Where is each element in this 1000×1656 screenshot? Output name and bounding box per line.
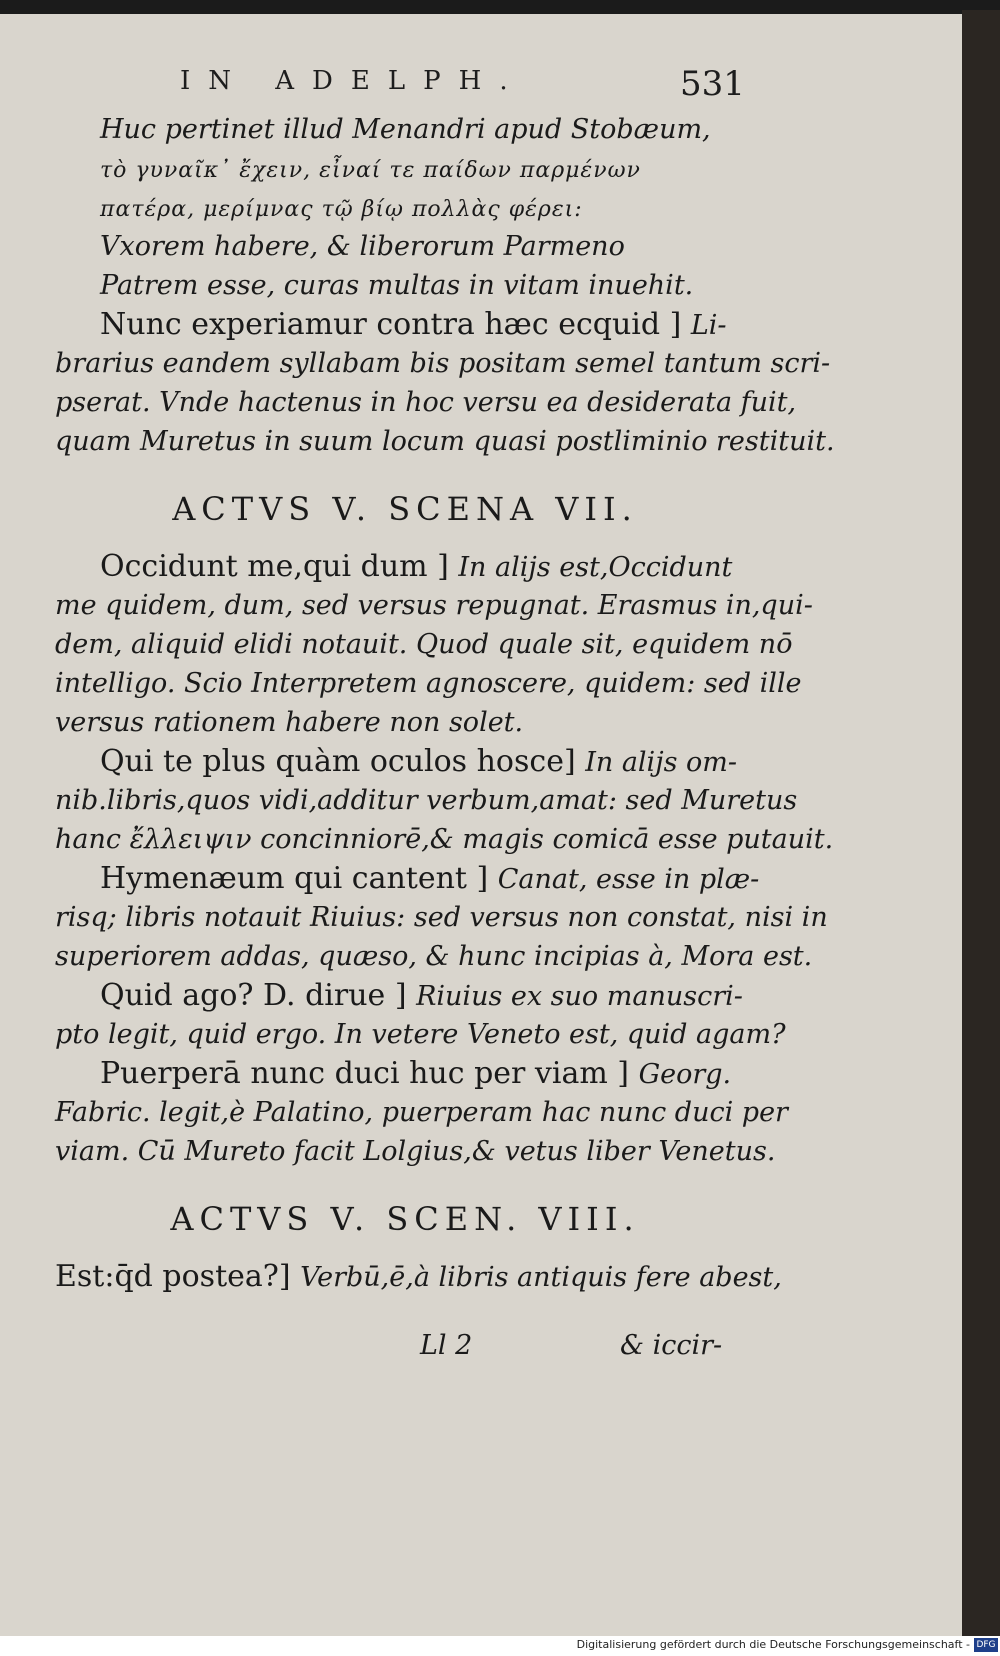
text-line	[55, 1132, 776, 1171]
text-line	[55, 227, 755, 266]
page-number: 531	[680, 64, 745, 104]
commentary-text: intelligo. Scio Interpretem agnoscere, quidem: sed ille	[55, 668, 802, 699]
scene-heading: ACTVS V. SCEN. VIII.	[170, 1200, 640, 1238]
text-line	[55, 742, 755, 781]
text-line	[55, 781, 798, 820]
text-line	[55, 703, 755, 742]
commentary-text: pserat. Vnde hactenus in hoc versu ea desiderata fuit,	[55, 387, 797, 418]
text-line	[55, 110, 755, 149]
lemma-text: Nunc experiamur contra hæc ecquid ]	[100, 307, 691, 342]
commentary-text: τὸ γυναῖκ᾽ ἔχειν, εἶναί τε παίδων παρμένων	[100, 158, 641, 183]
text-line	[55, 344, 831, 383]
text-line	[55, 820, 834, 859]
text-line	[55, 976, 755, 1015]
text-line	[55, 422, 835, 461]
text-line	[55, 586, 813, 625]
text-line	[55, 305, 755, 344]
text-line	[55, 937, 813, 976]
commentary-text: Canat, esse in plæ-	[497, 864, 760, 895]
commentary-text: dem, aliquid elidi notauit. Quod quale sit, equidem nō	[55, 629, 793, 660]
lemma-text: Quid ago? D. dirue ]	[100, 978, 417, 1013]
commentary-text: Patrem esse, curas multas in vitam inuehit.	[100, 270, 694, 301]
commentary-text: In alijs est,Occidunt	[458, 552, 733, 583]
dfg-logo: DFG	[974, 1638, 998, 1652]
commentary-text: risq; libris notauit Riuius: sed versus non constat, nisi in	[55, 902, 828, 933]
footer-bar	[0, 1636, 1000, 1656]
funding-notice: Digitalisierung gefördert durch die Deutsche Forschungsgemeinschaft -	[576, 1638, 970, 1651]
text-line	[55, 1257, 782, 1296]
lemma-text: Puerperā nunc duci huc per viam ]	[100, 1056, 639, 1091]
text-line	[55, 547, 755, 586]
commentary-text: Riuius ex suo manuscri-	[416, 981, 743, 1012]
commentary-text: pto legit, quid ergo. In vetere Veneto est, quid agam?	[55, 1019, 786, 1050]
commentary-text: Vxorem habere, & liberorum Parmeno	[100, 231, 625, 262]
commentary-text: hanc ἔλλειψιν concinniorē,& magis comicā esse putauit.	[55, 824, 834, 855]
scene-heading: ACTVS V. SCENA VII.	[172, 490, 638, 528]
lemma-text: Hymenæum qui cantent ]	[100, 861, 498, 896]
commentary-text: versus rationem habere non solet.	[55, 707, 524, 738]
text-line	[55, 188, 755, 227]
page-edge	[962, 10, 1000, 1640]
commentary-text: Verbū,ē,à libris antiquis fere abest,	[300, 1262, 782, 1293]
lemma-text: Est:q̄d postea?]	[55, 1259, 301, 1294]
commentary-text: Georg.	[638, 1059, 732, 1090]
text-line	[55, 898, 828, 937]
commentary-text: quam Muretus in suum locum quasi postliminio restituit.	[55, 426, 835, 457]
text-line	[55, 266, 755, 305]
commentary-text: Fabric. legit,è Palatino, puerperam hac nunc duci per	[55, 1097, 788, 1128]
commentary-text: nib.libris,quos vidi,additur verbum,amat: sed Muretus	[55, 785, 798, 816]
lemma-text: Occidunt me,qui dum ]	[100, 549, 459, 584]
text-line	[55, 859, 760, 898]
commentary-text: me quidem, dum, sed versus repugnat. Erasmus in,qui-	[55, 590, 813, 621]
lemma-text: Qui te plus quàm oculos hosce]	[100, 744, 586, 779]
catchword: & iccir-	[620, 1330, 723, 1361]
commentary-text: πατέρα, μερίμνας τῷ βίῳ πολλὰς φέρει:	[100, 197, 583, 222]
text-line	[55, 1054, 755, 1093]
commentary-text: Li-	[690, 310, 727, 341]
text-line	[55, 383, 797, 422]
text-line	[55, 1093, 788, 1132]
commentary-text: In alijs om-	[585, 747, 737, 778]
commentary-text: Huc pertinet illud Menandri apud Stobæum,	[100, 114, 711, 145]
text-line	[55, 1015, 786, 1054]
signature-mark: Ll 2	[420, 1330, 473, 1361]
commentary-text: superiorem addas, quæso, & hunc incipias à, Mora est.	[55, 941, 813, 972]
commentary-text: brarius eandem syllabam bis positam semel tantum scri-	[55, 348, 831, 379]
text-line	[55, 664, 802, 703]
text-block	[55, 110, 835, 1296]
text-line	[55, 625, 793, 664]
text-line	[55, 149, 755, 188]
running-head: IN ADELPH.	[180, 66, 526, 96]
commentary-text: viam. Cū Mureto facit Lolgius,& vetus liber Venetus.	[55, 1136, 776, 1167]
